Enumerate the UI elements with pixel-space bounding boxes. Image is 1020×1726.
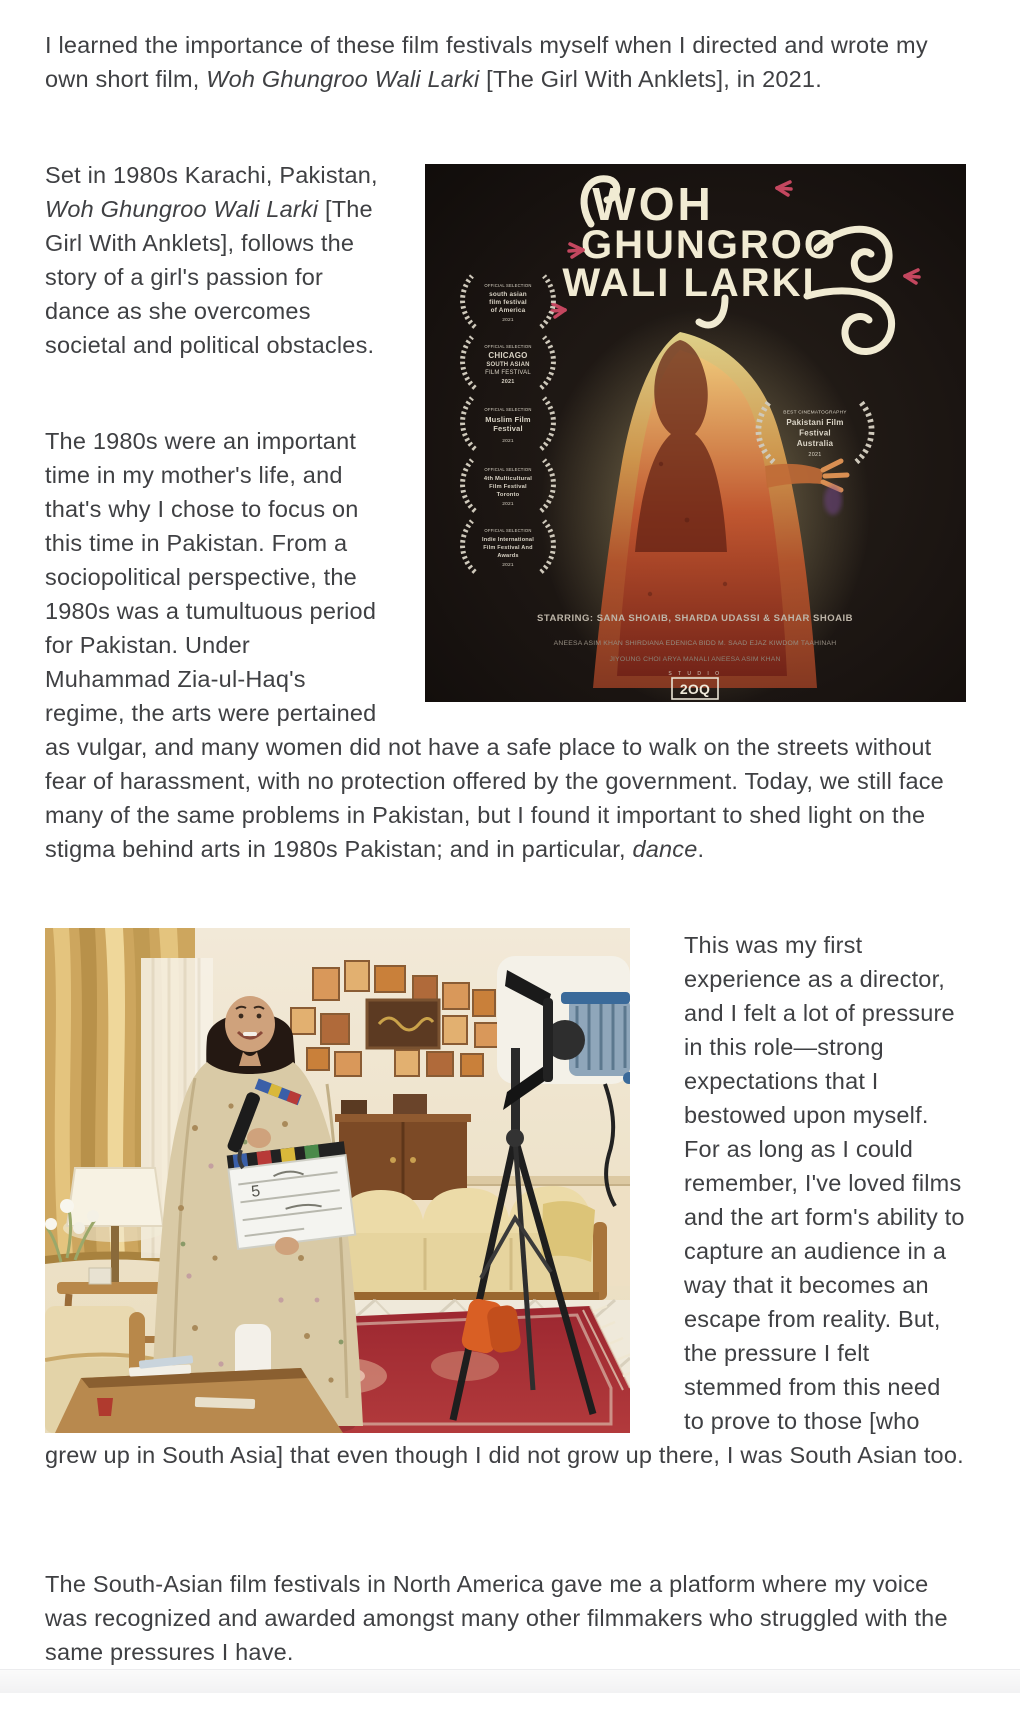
laurel-text: Pakistani Film bbox=[786, 418, 844, 428]
laurel-text: Muslim Film bbox=[485, 415, 531, 424]
laurel-text: south asian bbox=[489, 291, 527, 298]
laurel-text: 2021 bbox=[502, 439, 514, 444]
paragraph-setting: Set in 1980s Karachi, Pakistan, Woh Ghungroo Wali Larki [The Girl With Anklets], follows the story of a girl's passion for dance as she overcomes societal and political obstacles. bbox=[45, 162, 378, 358]
laurel-text: Festival bbox=[493, 424, 523, 433]
poster-title-line1: WOH bbox=[592, 178, 714, 230]
laurel-text: Film Festival And bbox=[483, 545, 533, 551]
paragraph-final: The South-Asian film festivals in North America gave me a platform where my voice was recognized and awarded amongst many other filmmakers who struggled with the same pressures I have. bbox=[45, 1571, 948, 1665]
face bbox=[225, 996, 275, 1052]
poster-section bbox=[45, 158, 966, 866]
laurel-text: Indie International bbox=[482, 537, 534, 543]
laurel-text: 4th Multicultural bbox=[483, 476, 533, 482]
laurel-text: OFFICIAL SELECTION bbox=[484, 467, 532, 472]
clapperboard-scribble: 5 bbox=[250, 1182, 262, 1201]
laurel-text: BEST CINEMATOGRAPHY bbox=[783, 410, 847, 416]
book bbox=[195, 1397, 255, 1409]
laurel-text: 2021 bbox=[808, 452, 822, 459]
poster-graphic bbox=[425, 164, 966, 702]
laurel-text: film festival bbox=[489, 299, 527, 306]
laurel-text: Awards bbox=[497, 553, 519, 559]
paragraph-history: The 1980s were an important time in my mother's life, and that's why I chose to focus on this time in Pakistan. From a sociopolitical perspective, the 1980s was a tumultuous period for Pakistan. Under Muhammad Zia-ul-Haq's regime, the arts were pertained as vulgar, and many women did not have a safe place to walk on the streets without fear of harassment, with no protection offered by the government. Today, we still face many of the same problems in Pakistan, but I found it important to shed light on the stigma behind arts in 1980s Pakistan; and in particular, dance. bbox=[45, 428, 944, 862]
laurel-text: CHICAGO bbox=[488, 351, 528, 360]
laurel-text: 2021 bbox=[502, 318, 514, 323]
calligraphy-frame bbox=[367, 1000, 439, 1048]
laurel-text: OFFICIAL SELECTION bbox=[484, 528, 532, 533]
paragraph-director: This was my first experience as a director, and I felt a lot of pressure in this role—strong expectations that I bestowed upon myself. For as long as I could remember, I've loved films and the art form's ability to capture an audience in a way that it becomes an escape from reality. But, the pressure I felt stemmed from this need to prove to those [who grew up in South Asia] that even though I did not grow up there, I was South Asian too. bbox=[45, 932, 965, 1468]
laurel-text: OFFICIAL SELECTION bbox=[484, 407, 532, 412]
laurel-text: Festival bbox=[799, 428, 831, 438]
hand bbox=[247, 1128, 271, 1148]
laurel-text: SOUTH ASIAN bbox=[486, 362, 530, 368]
laurel-text: 2021 bbox=[502, 502, 514, 507]
laurel-text: of America bbox=[490, 307, 526, 314]
paragraph-intro: I learned the importance of these film festivals myself when I directed and wrote my own short film, Woh Ghungroo Wali Larki [The Girl With Anklets], in 2021. bbox=[45, 32, 928, 92]
set-photo-graphic bbox=[45, 928, 630, 1433]
credits-line-1: ANEESA ASIM KHAN SHIRDIANA EDENICA BIDD M. SAAD EJAZ KIWDOM TAAHINAH bbox=[553, 640, 837, 647]
credits-line-2: JIYOUNG CHOI ARYA MANALI ANEESA ASIM KHAN bbox=[609, 656, 781, 663]
director-on-set-photo bbox=[45, 928, 630, 1433]
laurel-text: Film Festival bbox=[489, 484, 527, 490]
studio-label: S T U D I O bbox=[668, 671, 722, 677]
behind-the-scenes-section bbox=[45, 928, 966, 1472]
film-poster-image bbox=[425, 164, 966, 702]
cup bbox=[97, 1398, 113, 1416]
laurel-text: 2021 bbox=[502, 563, 514, 568]
laurel-text: Australia bbox=[796, 438, 834, 448]
sofa bbox=[329, 1186, 607, 1316]
laurel-text: FILM FESTIVAL bbox=[485, 370, 531, 376]
next-section-edge bbox=[0, 1669, 1020, 1693]
poster-title-line2: GHUNGROO bbox=[581, 223, 837, 267]
hand bbox=[275, 1237, 299, 1255]
laurel-text: OFFICIAL SELECTION bbox=[484, 344, 532, 349]
laurel-text: 2021 bbox=[501, 379, 515, 385]
poster-title-line3: WALI LARKI bbox=[562, 261, 816, 305]
starring-line: STARRING: SANA SHOAIB, SHARDA UDASSI & SAHAR SHOAIB bbox=[537, 613, 853, 624]
laurel-text: Toronto bbox=[496, 492, 520, 498]
studio-logo-text: 2OQ bbox=[679, 681, 711, 697]
laurel-text: OFFICIAL SELECTION bbox=[484, 283, 532, 288]
